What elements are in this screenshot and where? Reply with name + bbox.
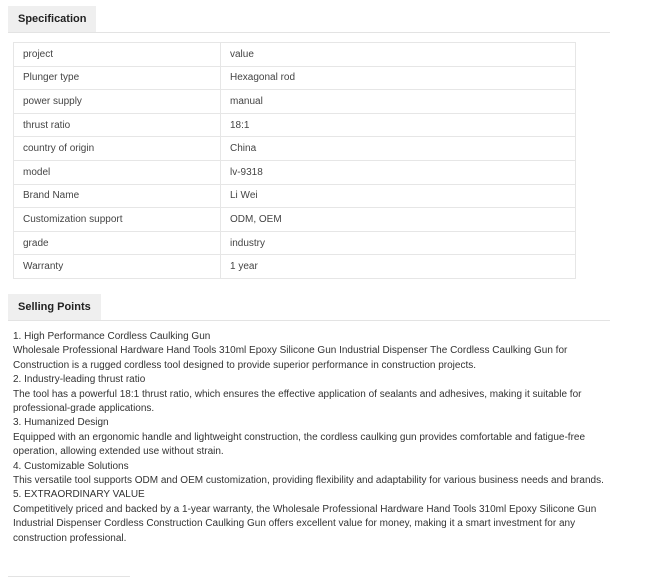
- spec-key: Plunger type: [14, 66, 221, 90]
- selling-points-tab-bar: [8, 294, 610, 321]
- spec-row: [14, 184, 576, 208]
- spec-row: [14, 90, 576, 114]
- spec-row: [14, 231, 576, 255]
- spec-value: lv-9318: [221, 160, 576, 184]
- selling-point-body: This versatile tool supports ODM and OEM customization, providing flexibility and adaptability for various business needs and brands.: [13, 475, 604, 487]
- spec-value: Li Wei: [221, 184, 576, 208]
- spec-row: [14, 137, 576, 161]
- selling-point-body: Equipped with an ergonomic handle and lightweight construction, the cordless caulking gun provides comfortable and fatigue-free operation, allowing extended use without strain.: [13, 431, 586, 458]
- spec-value: value: [221, 43, 576, 67]
- spec-key: model: [14, 160, 221, 184]
- spec-row: [14, 113, 576, 137]
- spec-value: manual: [221, 90, 576, 114]
- spec-row: [14, 208, 576, 232]
- spec-value: 18:1: [221, 113, 576, 137]
- selling-point-title: 2. Industry-leading thrust ratio: [13, 374, 146, 386]
- spec-key: thrust ratio: [14, 113, 221, 137]
- spec-key: grade: [14, 231, 221, 255]
- spec-key: Brand Name: [14, 184, 221, 208]
- specification-tab-bar: [8, 6, 610, 33]
- selling-point-title: 1. High Performance Cordless Caulking Gun: [13, 331, 211, 342]
- selling-point-body: Wholesale Professional Hardware Hand Tools 310ml Epoxy Silicone Gun Industrial Dispenser The Cordless Caulking Gun for Construction is a rugged cordless tool designed to provide superior performance in construction projects.: [13, 345, 568, 371]
- specification-table: [13, 42, 576, 279]
- selling-point-title: 5. EXTRAORDINARY VALUE: [13, 489, 145, 501]
- spec-row: [14, 43, 576, 67]
- spec-row: [14, 255, 576, 279]
- spec-value: China: [221, 137, 576, 161]
- spec-row: [14, 66, 576, 90]
- spec-key: Warranty: [14, 255, 221, 279]
- spec-value: ODM, OEM: [221, 208, 576, 232]
- selling-point-body: The tool has a powerful 18:1 thrust ratio, which ensures the effective application of sealants and adhesives, making it suitable for professional-grade applications.: [13, 388, 582, 415]
- spec-value: industry: [221, 231, 576, 255]
- spec-key: country of origin: [14, 137, 221, 161]
- spec-key: project: [14, 43, 221, 67]
- selling-point-body: Competitively priced and backed by a 1-year warranty, the Wholesale Professional Hardware Hand Tools 310ml Epoxy Silicone Gun Industrial Dispenser Cordless Construction Caulking Gun offers excellent value for money, making it a smart investment for any construction professional.: [13, 503, 597, 544]
- selling-point-title: 3. Humanized Design: [13, 417, 109, 429]
- spec-key: power supply: [14, 90, 221, 114]
- spec-value: 1 year: [221, 255, 576, 279]
- selling-points-heading: Selling Points: [8, 294, 101, 320]
- spec-value: Hexagonal rod: [221, 66, 576, 90]
- spec-row: [14, 160, 576, 184]
- section-divider: [8, 576, 130, 577]
- specification-heading: Specification: [8, 6, 96, 32]
- spec-key: Customization support: [14, 208, 221, 232]
- selling-points-list: [13, 330, 609, 546]
- selling-point-title: 4. Customizable Solutions: [13, 460, 129, 472]
